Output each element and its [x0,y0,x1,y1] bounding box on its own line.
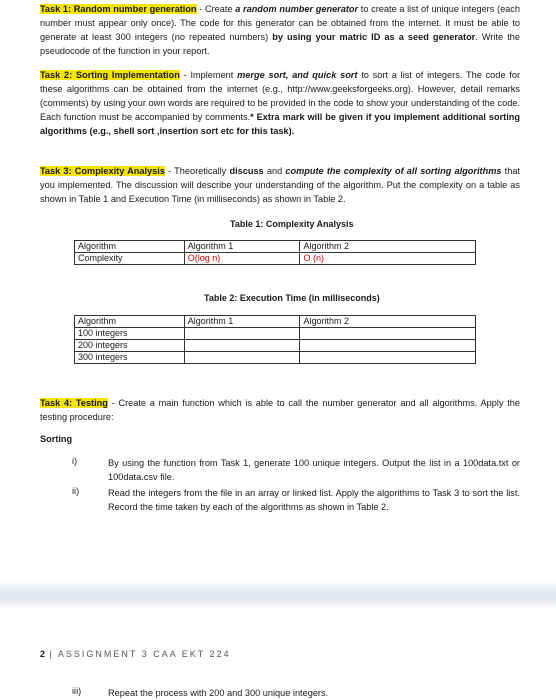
table-header-row [75,316,476,328]
list-item: By using the function from Task 1, generate 100 unique integers. Output the list in a 100data.txt or 100data.csv file. [108,458,520,482]
page-footer [40,649,231,659]
table-cell: 200 integers [75,340,185,352]
table-header-cell: Algorithm 2 [300,316,476,328]
task1-text-3: . Write the pseudocode of the function in your report. [40,32,520,56]
task3-heading: Task 3: Complexity Analysis [40,166,165,176]
task3-emphasis-2: compute the complexity of all sorting algorithms [285,166,502,176]
task3-text-1: - Theoretically [164,166,230,176]
footer-separator: | [45,649,58,659]
task4-heading: Task 4: Testing [40,398,108,408]
table-cell: O(log n) [184,253,300,265]
list-item: Repeat the process with 200 and 300 unique integers. [108,688,329,698]
table-row [75,340,476,352]
execution-time-table [74,315,476,364]
table-cell [184,328,300,340]
task2-text-2: to sort a list of integers. The code for these algorithms can be obtained from the internet (e.g., http://www.geeksforgeeks.org). However, detail remarks (comments) by using your own words are required to be provided in the code to show your understanding of the code. Each function must be accompanied by comments. [40,70,521,122]
page-break [0,580,556,610]
table-cell: O (n) [300,253,476,265]
table1-caption: Table 1: Complexity Analysis [230,219,354,229]
task1-text-1: - Create [196,4,236,14]
task3-text-3: that you implemented. The discussion will describe your understanding of the algorithm. Put the complexity on a table as shown in Table 1 and Execution Time (in milliseconds) as shown in Table 2. [40,166,520,204]
task2-text-1: - Implement [179,70,238,80]
table-cell: 300 integers [75,352,185,364]
sorting-heading: Sorting [40,434,73,444]
page-number: 2 [40,649,46,659]
task4-text: - Create a main function which is able to call the number generator and all algorithms. Apply the testing procedure: [40,398,520,422]
complexity-table [74,240,476,265]
task1-text-2: to create a list of unique integers (each number must appear only once). The code for this generator can be obtained from the internet. It must be able to generate at least 300 integers (no repeated numbers) [40,4,520,42]
task1-heading: Task 1: Random number generation [40,4,197,14]
table-cell [300,328,476,340]
table-header-cell: Algorithm 1 [184,316,300,328]
table-cell: 100 integers [75,328,185,340]
task2-emphasis-1: merge sort, and quick sort [237,70,358,80]
table-header-cell: Algorithm [75,316,185,328]
task1-emphasis-2: by using your matric ID as a seed generator [272,32,476,42]
table2-caption: Table 2: Execution Time (in milliseconds) [204,293,380,303]
list-item-number: ii) [72,486,80,496]
task2-emphasis-2: * Extra mark will be given if you implement additional sorting algorithms (e.g., shell sort ,insertion sort etc for this task). [40,112,520,136]
table-cell [300,340,476,352]
footer-title: ASSIGNMENT 3 CAA EKT 224 [57,649,231,659]
task2-heading: Task 2: Sorting Implementation [40,70,180,80]
table-cell: Algorithm 1 [184,241,300,253]
table-cell: Complexity [75,253,185,265]
task3-text-2: and [263,166,286,176]
task3-emphasis-1: discuss [229,166,264,176]
task4-paragraph [40,396,520,424]
list-item: Read the integers from the file in an array or linked list. Apply the algorithms to Task 3 to sort the list. Record the time taken by each of the algorithms as shown in Table 2. [108,488,520,512]
table-cell [300,352,476,364]
table-row [75,253,476,265]
list-item-number: i) [72,456,78,466]
table-cell [184,340,300,352]
table-row [75,352,476,364]
task1-paragraph [40,2,520,58]
table-row [75,328,476,340]
table-cell: Algorithm [75,241,185,253]
task3-paragraph [40,164,520,206]
list-item-number: iii) [72,686,82,696]
table-cell [184,352,300,364]
table-cell: Algorithm 2 [300,241,476,253]
task2-paragraph [40,68,520,138]
task1-emphasis-1: a random number generator [235,4,359,14]
table-row [75,241,476,253]
